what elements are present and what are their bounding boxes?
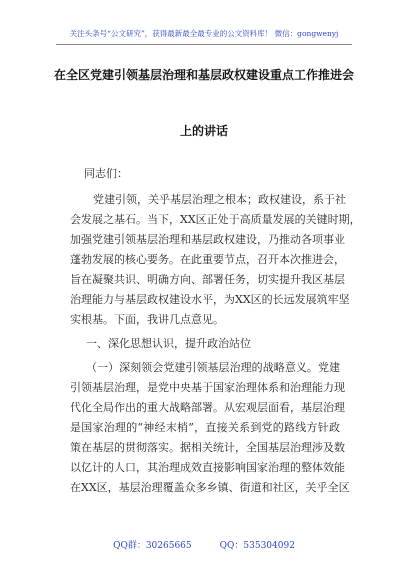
body-line: 旨在凝聚共识、明确方向、部署任务，切实提升我区基层 [70,273,345,286]
header-divider [56,44,352,45]
body-line: 治理能力与基层政权建设水平，为XX区的长远发展筑牢坚 [70,293,350,306]
body-line: 实根基。下面，我讲几点意见。 [70,313,224,326]
body-line: 是国家治理的“神经末梢”，直接关系到党的路线方针政 [70,421,340,434]
body-line: 加强党建引领基层治理和基层政权建设，乃推动各项事业 [70,233,345,246]
footer-contact [0,538,408,551]
footer-qq: QQ：535304092 [219,541,295,551]
body-line: 在XX区，基层治理覆盖众多乡镇、街道和社区，关乎全区 [70,481,350,494]
body-line: 党建引领，关乎基层治理之根本；政权建设，系于社 [93,193,346,206]
document-body [70,166,361,546]
body-line: 策在基层的贯彻落实。据相关统计，全国基层治理涉及数 [70,441,345,454]
footer-qq-group: QQ群：30265665 [113,541,192,551]
body-line: 代化全局作出的重大战略部署。从宏观层面看，基层治理 [70,401,345,414]
body-line: 引领基层治理，是党中央基于国家治理体系和治理能力现 [70,381,345,394]
body-line: （一）深刻领会党建引领基层治理的战略意义。党建 [86,361,340,374]
salutation: 同志们： [84,167,128,180]
section-heading: 一、深化思想认识，提升政治站位 [86,337,251,350]
document-title-line1: 在全区党建引领基层治理和基层政权建设重点工作推进会 [53,68,354,82]
body-line: 会发展之基石。当下，XX区正处于高质量发展的关键时期， [70,213,361,226]
body-line: 以亿计的人口，其治理成效直接影响国家治理的整体效能 [70,461,345,474]
document-title-line2: 上的讲话 [179,124,228,138]
header-note: 关注头条号“公文研究”，获得最新最全最专业的公文资料库！ 微信：gongwenyj [69,29,339,38]
body-line: 蓬勃发展的核心要务。在此重要节点，召开本次推进会， [70,253,345,266]
